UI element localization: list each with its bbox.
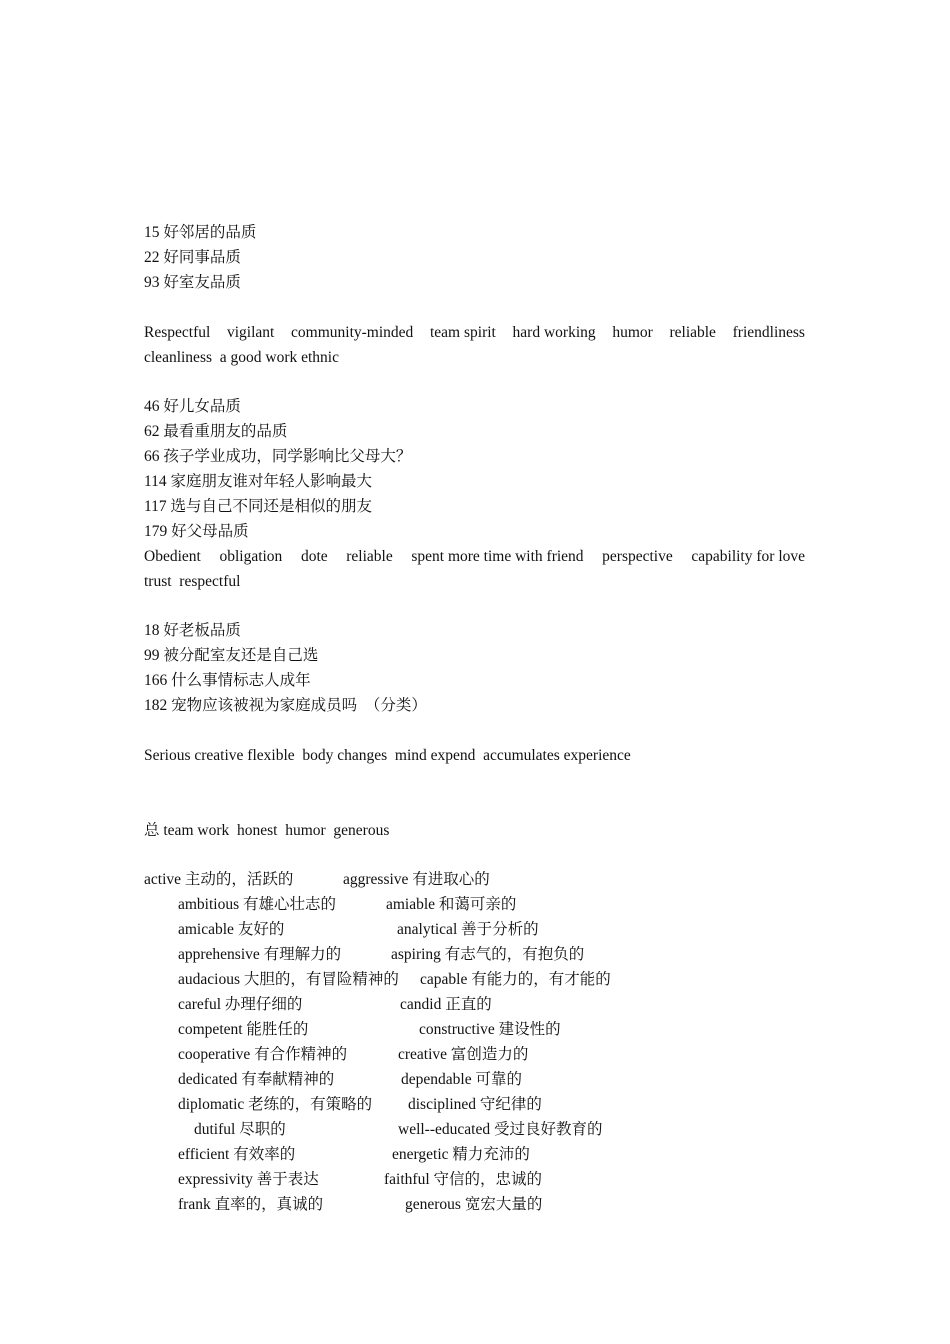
keywords-line: cleanliness a good work ethnic	[144, 349, 339, 366]
keywords-line: Serious creative flexible body changes mind expend accumulates experience	[144, 747, 631, 764]
topic-line: 179 好父母品质	[144, 523, 249, 540]
topic-line: 114 家庭朋友谁对年轻人影响最大	[144, 473, 373, 490]
vocab-right: energetic 精力充沛的	[392, 1146, 530, 1163]
keyword: Obedient	[144, 548, 201, 565]
vocab-left: dedicated 有奉献精神的	[178, 1071, 335, 1088]
vocab-right: aspiring 有志气的，有抱负的	[391, 946, 585, 963]
keyword: reliable	[346, 548, 393, 565]
keyword: capability for love	[691, 548, 805, 565]
topic-line: 66 孩子学业成功，同学影响比父母大？	[144, 448, 412, 465]
vocab-right: well--educated 受过良好教育的	[398, 1121, 603, 1138]
summary-line: 总 team work honest humor generous	[144, 822, 390, 839]
vocab-right: dependable 可靠的	[401, 1071, 522, 1088]
topic-line: 46 好儿女品质	[144, 398, 241, 415]
keyword: hard working	[512, 324, 596, 341]
keyword: humor	[612, 324, 653, 341]
topic-line: 15 好邻居的品质	[144, 224, 257, 241]
keyword: team spirit	[429, 324, 496, 341]
keywords-line	[144, 323, 805, 343]
vocab-left: amicable 友好的	[178, 921, 285, 938]
keyword: vigilant	[226, 324, 275, 341]
keyword: community-minded	[291, 324, 414, 341]
keyword: obligation	[219, 548, 283, 565]
keywords-line: trust respectful	[144, 573, 241, 590]
vocab-right: creative 富创造力的	[398, 1046, 529, 1063]
vocab-right: analytical 善于分析的	[397, 921, 539, 938]
topic-line: 99 被分配室友还是自己选	[144, 647, 319, 664]
topic-line: 18 好老板品质	[144, 622, 241, 639]
vocab-right: constructive 建设性的	[419, 1021, 561, 1038]
vocab-left: active 主动的，活跃的	[144, 871, 294, 888]
keywords-line	[144, 547, 805, 567]
vocab-left: ambitious 有雄心壮志的	[178, 896, 337, 913]
vocab-right: generous 宽宏大量的	[405, 1196, 543, 1213]
keyword: friendliness	[732, 324, 805, 341]
vocab-right: faithful 守信的，忠诚的	[384, 1171, 542, 1188]
topic-line: 22 好同事品质	[144, 249, 241, 266]
vocab-right: disciplined 守纪律的	[408, 1096, 542, 1113]
vocab-left: careful 办理仔细的	[178, 996, 303, 1013]
vocab-left: dutiful 尽职的	[194, 1121, 286, 1138]
vocab-left: audacious 大胆的，有冒险精神的	[178, 971, 399, 988]
topic-line: 62 最看重朋友的品质	[144, 423, 288, 440]
vocab-right: aggressive 有进取心的	[343, 871, 490, 888]
vocab-right: amiable 和蔼可亲的	[386, 896, 517, 913]
vocab-left: diplomatic 老练的，有策略的	[178, 1096, 373, 1113]
vocab-left: efficient 有效率的	[178, 1146, 296, 1163]
keyword: spent more time with friend	[411, 548, 584, 565]
keyword: perspective	[602, 548, 673, 565]
vocab-left: competent 能胜任的	[178, 1021, 309, 1038]
topic-line: 166 什么事情标志人成年	[144, 672, 311, 689]
keyword: dote	[300, 548, 328, 565]
vocab-left: apprehensive 有理解力的	[178, 946, 342, 963]
vocab-left: frank 直率的，真诚的	[178, 1196, 324, 1213]
vocab-left: cooperative 有合作精神的	[178, 1046, 348, 1063]
topic-line: 182 宠物应该被视为家庭成员吗 （分类）	[144, 697, 427, 714]
vocab-left: expressivity 善于表达	[178, 1171, 319, 1188]
topic-line: 117 选与自己不同还是相似的朋友	[144, 498, 373, 515]
topic-line: 93 好室友品质	[144, 274, 241, 291]
vocab-right: candid 正直的	[400, 996, 492, 1013]
keyword: Respectful	[144, 324, 211, 341]
keyword: reliable	[669, 324, 716, 341]
vocab-right: capable 有能力的，有才能的	[420, 971, 611, 988]
